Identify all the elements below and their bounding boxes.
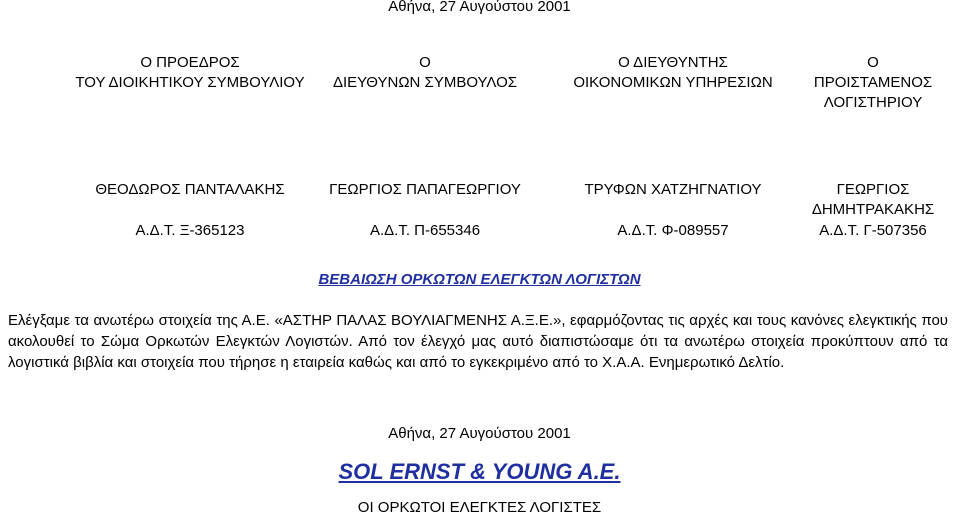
certificate-body: Ελέγξαμε τα ανωτέρω στοιχεία της Α.Ε. «ΑΣΤΗΡ ΠΑΛΑΣ ΒΟΥΛΙΑΓΜΕΝΗΣ Α.Ξ.Ε.», εφαρμόζοντας τις αρχές και τους κανόνες ελεγκτικής που ακολουθεί το Σώμα Ορκωτών Ελεγκτών Λογιστών. Από τον έλεγχό μας αυτό διαπιστώσαμε ότι τα ανωτέρω στοιχεία προκύπτουν από τα λογιστικά βιβλία και στοιχεία που τήρησε η εταιρεία καθώς και από το εγκεκριμένο από το Χ.Α.Α. Ενημερωτικό Δελτίο. bbox=[8, 312, 948, 371]
certificate-title: ΒΕΒΑΙΩΣΗ ΟΡΚΩΤΩΝ ΕΛΕΓΚΤΩΝ ΛΟΓΙΣΤΩΝ bbox=[318, 271, 641, 288]
signatory-title-finance-director bbox=[553, 53, 793, 93]
signatory-title-accounting-head bbox=[783, 53, 959, 113]
signatory-name-ceo bbox=[305, 180, 545, 200]
title-line: ΠΡΟΙΣΤΑΜΕΝΟΣ bbox=[813, 74, 933, 91]
name-line: ΔΗΜΗΤΡΑΚΑΚΗΣ bbox=[811, 201, 935, 218]
signatory-name-chairman bbox=[70, 180, 310, 200]
signatory-title-chairman bbox=[70, 53, 310, 93]
name-line: ΘΕΟΔΩΡΟΣ ΠΑΝΤΑΛΑΚΗΣ bbox=[95, 181, 285, 198]
title-line: ΔΙΕΥΘΥΝΩΝ ΣΥΜΒΟΥΛΟΣ bbox=[332, 74, 518, 91]
signatory-id-ceo: Α.Δ.Τ. Π-655346 bbox=[369, 222, 481, 239]
title-line: ΟΙΚΟΝΟΜΙΚΩΝ ΥΠΗΡΕΣΙΩΝ bbox=[573, 74, 773, 91]
certificate-date: Αθήνα, 27 Αυγούστου 2001 bbox=[388, 425, 571, 442]
signatory-name-finance-director bbox=[553, 180, 793, 200]
signatory-titles bbox=[0, 53, 959, 113]
title-line: Ο ΠΡΟΕΔΡΟΣ bbox=[140, 54, 240, 71]
audit-firm-name: SOL ERNST & YOUNG A.E. bbox=[338, 459, 621, 484]
signatory-id-chairman: Α.Δ.Τ. Ξ-365123 bbox=[135, 222, 245, 239]
name-line: ΤΡΥΦΩΝ ΧΑΤΖΗΓΝΑΤΙΟΥ bbox=[584, 181, 762, 198]
signatory-name-accounting-head bbox=[783, 180, 959, 220]
title-line: ΤΟΥ ΔΙΟΙΚΗΤΙΚΟΥ ΣΥΜΒΟΥΛΙΟΥ bbox=[75, 74, 305, 91]
title-line: Ο bbox=[419, 54, 431, 71]
name-line: ΓΕΩΡΓΙΟΣ bbox=[836, 181, 910, 198]
signatory-ids bbox=[0, 221, 959, 243]
title-line: ΛΟΓΙΣΤΗΡΙΟΥ bbox=[823, 94, 923, 111]
signatory-id-accounting-head: Α.Δ.Τ. Γ-507356 bbox=[819, 222, 927, 239]
name-line: ΓΕΩΡΓΙΟΣ ΠΑΠΑΓΕΩΡΓΙΟΥ bbox=[329, 181, 521, 198]
signatory-title-ceo bbox=[305, 53, 545, 93]
signatory-id-finance-director: Α.Δ.Τ. Φ-089557 bbox=[617, 222, 729, 239]
title-line: Ο ΔΙΕΥΘΥΝΤΗΣ bbox=[618, 54, 728, 71]
title-line: Ο bbox=[867, 54, 879, 71]
auditors-label: ΟΙ ΟΡΚΩΤΟΙ ΕΛΕΓΚΤΕΣ ΛΟΓΙΣΤΕΣ bbox=[357, 499, 602, 516]
header-date: Αθήνα, 27 Αυγούστου 2001 bbox=[388, 0, 571, 15]
